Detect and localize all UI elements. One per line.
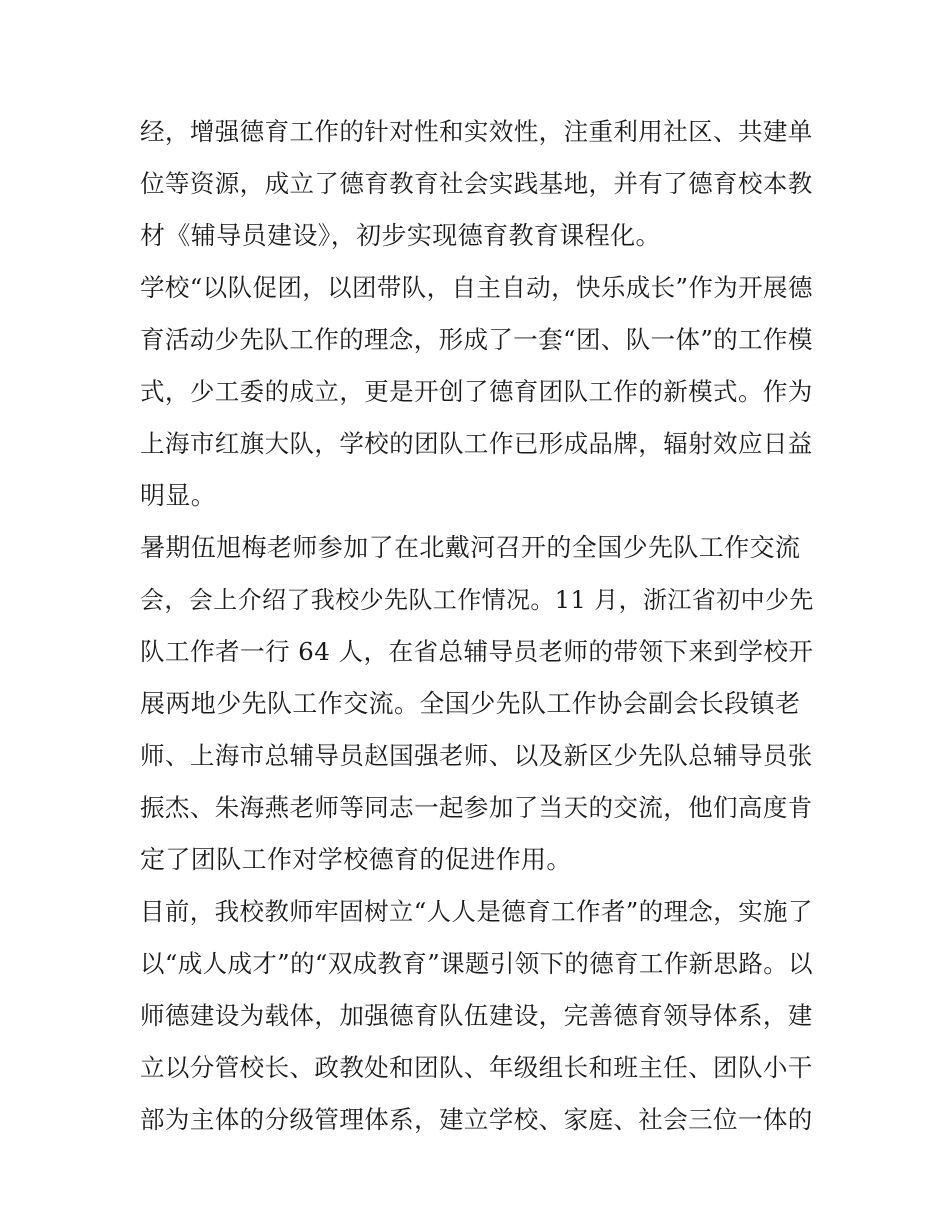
text-line: 式，少工委的成立，更是开创了德育团队工作的新模式。作为 (140, 377, 813, 406)
text-line: 经，增强德育工作的针对性和实效性，注重利用社区、共建单 (140, 117, 813, 146)
text-line: 位等资源，成立了德育教育社会实践基地，并有了德育校本教 (140, 169, 813, 198)
text-line: 部为主体的分级管理体系，建立学校、家庭、社会三位一体的 (140, 1105, 813, 1134)
text-line: 育活动少先队工作的理念，形成了一套“团、队一体”的工作模 (140, 325, 813, 354)
text-line: 暑期伍旭梅老师参加了在北戴河召开的全国少先队工作交流 (140, 533, 801, 562)
text-line: 会，会上介绍了我校少先队工作情况。11 月，浙江省初中少先 (140, 586, 814, 614)
text-line: 学校“以队促团，以团带队，自主自动，快乐成长”作为开展德 (140, 273, 813, 302)
text-line: 振杰、朱海燕老师等同志一起参加了当天的交流，他们高度肯 (140, 793, 813, 822)
text-line: 目前，我校教师牢固树立“人人是德育工作者”的理念，实施了 (140, 897, 813, 926)
text-line: 展两地少先队工作交流。全国少先队工作协会副会长段镇老 (140, 689, 801, 718)
text-line: 以“成人成才”的“双成教育”课题引领下的德育工作新思路。以 (140, 949, 813, 978)
text-line: 立以分管校长、政教处和团队、年级组长和班主任、团队小干 (140, 1053, 813, 1082)
text-line: 师德建设为载体，加强德育队伍建设，完善德育领导体系，建 (140, 1001, 813, 1030)
text-line: 队工作者一行 64 人，在省总辅导员老师的带领下来到学校开 (140, 637, 814, 666)
text-line: 上海市红旗大队，学校的团队工作已形成品牌，辐射效应日益 (140, 429, 813, 458)
text-line: 材《辅导员建设》，初步实现德育教育课程化。 (140, 221, 661, 250)
text-line: 定了团队工作对学校德育的促进作用。 (140, 845, 572, 874)
text-line: 师、上海市总辅导员赵国强老师、以及新区少先队总辅导员张 (140, 741, 813, 770)
body-text (140, 106, 820, 1146)
text-line: 明显。 (140, 481, 217, 510)
